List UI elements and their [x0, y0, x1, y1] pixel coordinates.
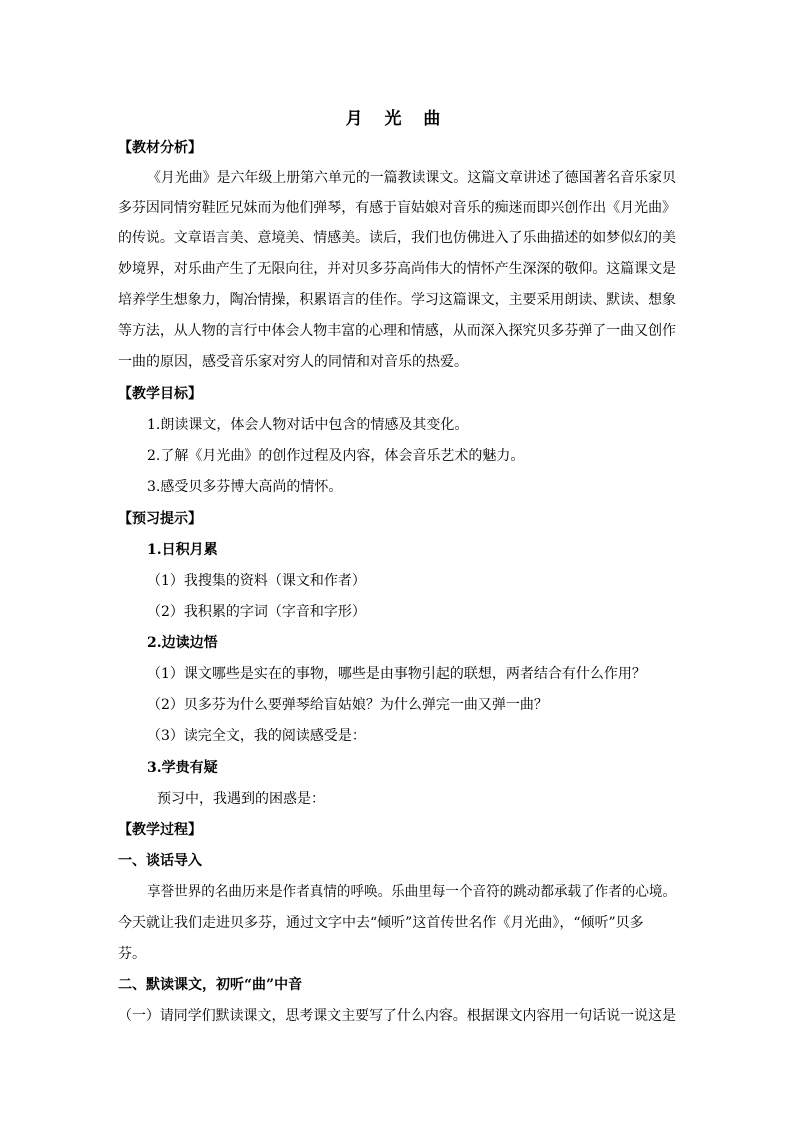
goal-item: 2.了解《月光曲》的创作过程及内容，体会音乐艺术的魅力。	[147, 448, 525, 464]
analysis-line: 一曲的原因，感受音乐家对穷人的同情和对音乐的热爱。	[118, 354, 468, 370]
preview-item: （2）贝多芬为什么要弹琴给盲姑娘？为什么弹完一曲又弹一曲？	[147, 697, 548, 713]
part2-line: （一）请同学们默读课文，思考课文主要写了什么内容。根据课文内容用一句话说一说这是	[118, 1008, 676, 1024]
part1-heading: 一、谈话导入	[118, 853, 202, 869]
preview-subheading: 3.学贵有疑	[147, 760, 218, 776]
analysis-line: 等方法，从人物的言行中体会人物丰富的心理和情感，从而深入探究贝多芬弹了一曲又创作	[118, 323, 676, 339]
analysis-line: 的传说。文章语言美、意境美、情感美。读后，我们也仿佛进入了乐曲描述的如梦似幻的美	[118, 230, 676, 246]
preview-item: （1）我搜集的资料（课文和作者）	[147, 573, 366, 589]
preview-item: （3）读完全文，我的阅读感受是：	[147, 728, 366, 744]
goals-heading: 【教学目标】	[118, 386, 202, 402]
goal-item: 3.感受贝多芬博大高尚的情怀。	[147, 479, 343, 495]
preview-item: （1）课文哪些是实在的事物，哪些是由事物引起的联想，两者结合有什么作用？	[147, 666, 646, 682]
part1-line: 享誉世界的名曲历来是作者真情的呼唤。乐曲里每一个音符的跳动都承载了作者的心境。	[147, 884, 677, 900]
part2-heading: 二、默读课文，初听“曲”中音	[118, 977, 303, 993]
part1-line: 今天就让我们走进贝多芬，通过文字中去“倾听”这首传世名作《月光曲》，“倾听”贝多	[118, 915, 644, 931]
preview-item: 预习中，我遇到的困惑是：	[157, 791, 325, 807]
preview-subheading: 2.边读边悟	[147, 635, 218, 651]
analysis-line: 培养学生想象力，陶冶情操，积累语言的佳作。学习这篇课文，主要采用朗读、默读、想象	[118, 292, 676, 308]
preview-heading: 【预习提示】	[118, 511, 202, 527]
analysis-line: 《月光曲》是六年级上册第六单元的一篇教读课文。这篇文章讲述了德国著名音乐家贝	[147, 170, 677, 186]
document-title: 月 光 曲	[345, 109, 449, 129]
analysis-heading: 【教材分析】	[118, 140, 202, 156]
goal-item: 1.朗读课文，体会人物对话中包含的情感及其变化。	[147, 417, 469, 433]
analysis-line: 多芬因同情穷鞋匠兄妹而为他们弹琴，有感于盲姑娘对音乐的痴迷而即兴创作出《月光曲》	[118, 200, 676, 216]
analysis-line: 妙境界，对乐曲产生了无限向往，并对贝多芬高尚伟大的情怀产生深深的敬仰。这篇课文是	[118, 261, 676, 277]
preview-subheading: 1.日积月累	[147, 542, 218, 558]
part1-line: 芬。	[118, 946, 146, 962]
preview-item: （2）我积累的字词（字音和字形）	[147, 604, 366, 620]
process-heading: 【教学过程】	[118, 822, 202, 838]
